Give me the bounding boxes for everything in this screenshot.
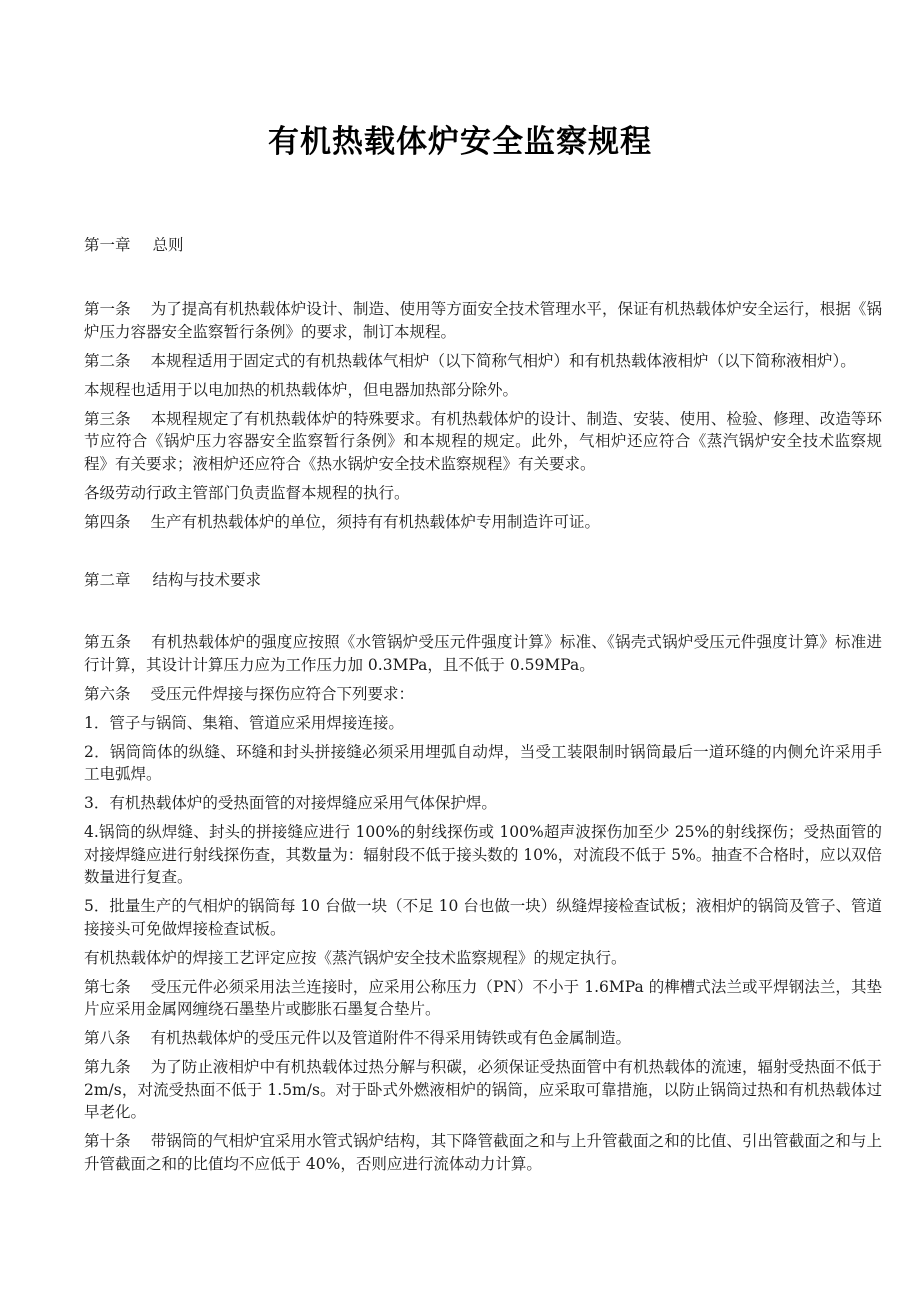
body-paragraph [84, 712, 882, 735]
paragraph-text: 有机热载体炉的强度应按照《水管锅炉受压元件强度计算》标准、《锅壳式锅炉受压元件强度计算》标准进行计算，其设计计算压力应为工作压力加 0.3MPa，且不低于 0.59MPa。 [84, 633, 882, 674]
article-paragraph [84, 1130, 882, 1175]
article-label: 第三条 [84, 409, 131, 428]
chapter-name: 结构与技术要求 [152, 571, 262, 589]
paragraph-text: 为了防止液相炉中有机热载体过热分解与积碳，必须保证受热面管中有机热载体的流速，辐射受热面不低于 2m/s，对流受热面不低于 1.5m/s。对于卧式外燃液相炉的锅筒，应采取可靠措施，以防止锅筒过热和有机热载体过早老化。 [84, 1058, 882, 1121]
article-paragraph [84, 1027, 882, 1050]
body-paragraph [84, 821, 882, 889]
chapter-name: 总则 [152, 236, 184, 254]
paragraph-text: 本规程适用于固定式的有机热载体气相炉（以下简称气相炉）和有机热载体液相炉（以下简称液相炉）。 [150, 351, 856, 370]
paragraph-text: 各级劳动行政主管部门负责监督本规程的执行。 [84, 483, 410, 502]
chapter-heading-2 [84, 569, 882, 591]
article-paragraph [84, 631, 882, 676]
body-paragraph [84, 741, 882, 786]
chapter-heading-1 [84, 234, 882, 256]
article-label: 第六条 [84, 684, 131, 703]
paragraph-text: 4.锅筒的纵焊缝、封头的拼接缝应进行 100%的射线探伤或 100%超声波探伤加至少 25%的射线探伤；受热面管的对接焊缝应进行射线探伤查，其数量为：辐射段不低于接头数的 10%，对流段不低于 5%。抽查不合格时，应以双倍数量进行复查。 [84, 823, 882, 886]
article-paragraph [84, 511, 882, 534]
article-label: 第七条 [84, 977, 131, 996]
paragraph-text: 3．有机热载体炉的受热面管的对接焊缝应采用气体保护焊。 [84, 794, 497, 812]
article-label: 第四条 [84, 512, 131, 531]
body-paragraph [84, 947, 882, 970]
article-label: 第九条 [84, 1058, 131, 1076]
paragraph-text: 为了提高有机热载体炉设计、制造、使用等方面安全技术管理水平，保证有机热载体炉安全运行，根据《锅炉压力容器安全监察暂行条例》的要求，制订本规程。 [84, 300, 882, 341]
paragraph-text: 1．管子与锅筒、集箱、管道应采用焊接连接。 [84, 713, 404, 732]
article-label: 第二条 [84, 351, 131, 370]
body-paragraph [84, 379, 882, 402]
paragraph-text: 本规程也适用于以电加热的机热载体炉，但电器加热部分除外。 [84, 380, 519, 399]
paragraph-text: 受压元件焊接与探伤应符合下列要求： [150, 684, 415, 703]
article-paragraph [84, 1056, 882, 1124]
chapter-number: 第二章 [84, 571, 131, 589]
paragraph-text: 5．批量生产的气相炉的锅筒每 10 台做一块（不足 10 台也做一块）纵缝焊接检查试板；液相炉的锅筒及管子、管道接接头可免做焊接检查试板。 [84, 897, 882, 938]
body-paragraph [84, 895, 882, 940]
chapter-number: 第一章 [84, 236, 131, 254]
paragraph-text: 有机热载体炉的受压元件以及管道附件不得采用铸铁或有色金属制造。 [150, 1029, 632, 1047]
document-title: 有机热载体炉安全监察规程 [268, 124, 652, 160]
paragraph-text: 生产有机热载体炉的单位，须持有有机热载体炉专用制造许可证。 [150, 512, 601, 531]
article-paragraph [84, 683, 882, 706]
chapter-2-articles [84, 631, 882, 1175]
article-paragraph [84, 976, 882, 1021]
chapter-1-articles [84, 298, 882, 533]
paragraph-text: 受压元件必须采用法兰连接时，应采用公称压力（PN）不小于 1.6MPa 的榫槽式法兰或平焊钢法兰，其垫片应采用金属网缠绕石墨垫片或膨胀石墨复合垫片。 [84, 977, 882, 1018]
body-paragraph [84, 792, 882, 815]
paragraph-text: 2．锅筒筒体的纵缝、环缝和封头拼接缝必须采用埋弧自动焊，当受工装限制时锅筒最后一道环缝的内侧允许采用手工电弧焊。 [84, 742, 882, 783]
paragraph-text: 带锅筒的气相炉宜采用水管式锅炉结构，其下降管截面之和与上升管截面之和的比值、引出管截面之和与上升管截面之和的比值均不应低于 40%，否则应进行流体动力计算。 [84, 1132, 882, 1173]
article-label: 第十条 [84, 1132, 131, 1150]
article-paragraph [84, 350, 882, 373]
paragraph-text: 有机热载体炉的焊接工艺评定应按《蒸汽锅炉安全技术监察规程》的规定执行。 [84, 948, 627, 967]
article-label: 第八条 [84, 1029, 131, 1047]
article-label: 第五条 [84, 633, 132, 651]
paragraph-text: 本规程规定了有机热载体炉的特殊要求。有机热载体炉的设计、制造、安装、使用、检验、修理、改造等环节应符合《锅炉压力容器安全监察暂行条例》和本规程的规定。此外，气相炉还应符合《蒸汽锅炉安全技术监察规程》有关要求；液相炉还应符合《热水锅炉安全技术监察规程》有关要求。 [84, 409, 882, 473]
article-label: 第一条 [84, 300, 131, 318]
article-paragraph [84, 298, 882, 343]
body-paragraph [84, 482, 882, 505]
article-paragraph [84, 408, 882, 476]
